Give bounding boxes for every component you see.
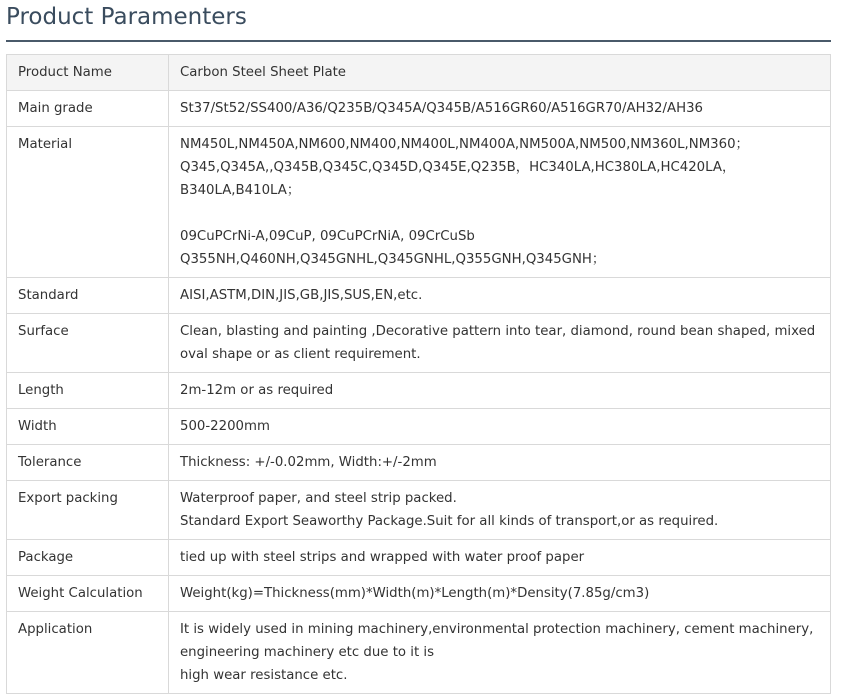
table-row bbox=[7, 540, 831, 576]
row-value: Carbon Steel Sheet Plate bbox=[169, 55, 831, 91]
table-row bbox=[7, 409, 831, 445]
row-label: Width bbox=[7, 409, 169, 445]
row-label: Main grade bbox=[7, 91, 169, 127]
table-row bbox=[7, 314, 831, 373]
table-row bbox=[7, 576, 831, 612]
page-title: Product Paramenters bbox=[6, 4, 247, 30]
row-value: 2m-12m or as required bbox=[169, 373, 831, 409]
row-label: Application bbox=[7, 612, 169, 694]
row-value: AISI,ASTM,DIN,JIS,GB,JIS,SUS,EN,etc. bbox=[169, 278, 831, 314]
table-row bbox=[7, 55, 831, 91]
table-row bbox=[7, 127, 831, 278]
row-label: Export packing bbox=[7, 481, 169, 540]
table-row bbox=[7, 612, 831, 694]
row-label: Weight Calculation bbox=[7, 576, 169, 612]
row-value: NM450L,NM450A,NM600,NM400,NM400L,NM400A,NM500A,NM500,NM360L,NM360； Q345,Q345A,,Q345B,Q345C,Q345D,Q345E,Q235B，HC340LA,HC380LA,HC420LA， B340LA,B410LA； 09CuPCrNi-A,09CuP, 09CuPCrNiA, 09CrCuSb Q355NH,Q460NH,Q345GNHL,Q345GNHL,Q355GNH,Q345GNH； bbox=[169, 127, 831, 278]
title-divider bbox=[6, 40, 831, 42]
row-label: Standard bbox=[7, 278, 169, 314]
row-value: tied up with steel strips and wrapped with water proof paper bbox=[169, 540, 831, 576]
table-row bbox=[7, 278, 831, 314]
row-value: Weight(kg)=Thickness(mm)*Width(m)*Length(m)*Density(7.85g/cm3) bbox=[169, 576, 831, 612]
row-label: Package bbox=[7, 540, 169, 576]
table-row bbox=[7, 481, 831, 540]
row-value: Waterproof paper, and steel strip packed. Standard Export Seaworthy Package.Suit for all kinds of transport,or as required. bbox=[169, 481, 831, 540]
table-row bbox=[7, 445, 831, 481]
table-row bbox=[7, 91, 831, 127]
row-value: St37/St52/SS400/A36/Q235B/Q345A/Q345B/A516GR60/A516GR70/AH32/AH36 bbox=[169, 91, 831, 127]
row-label: Material bbox=[7, 127, 169, 278]
table-row bbox=[7, 373, 831, 409]
row-label: Surface bbox=[7, 314, 169, 373]
row-value: Clean, blasting and painting ,Decorative pattern into tear, diamond, round bean shaped, mixed oval shape or as client requirement. bbox=[169, 314, 831, 373]
row-label: Length bbox=[7, 373, 169, 409]
parameters-table bbox=[6, 54, 831, 694]
row-value: Thickness: +/-0.02mm, Width:+/-2mm bbox=[169, 445, 831, 481]
row-value: It is widely used in mining machinery,environmental protection machinery, cement machinery, engineering machinery etc due to it is high wear resistance etc. bbox=[169, 612, 831, 694]
row-label: Tolerance bbox=[7, 445, 169, 481]
row-label: Product Name bbox=[7, 55, 169, 91]
row-value: 500-2200mm bbox=[169, 409, 831, 445]
